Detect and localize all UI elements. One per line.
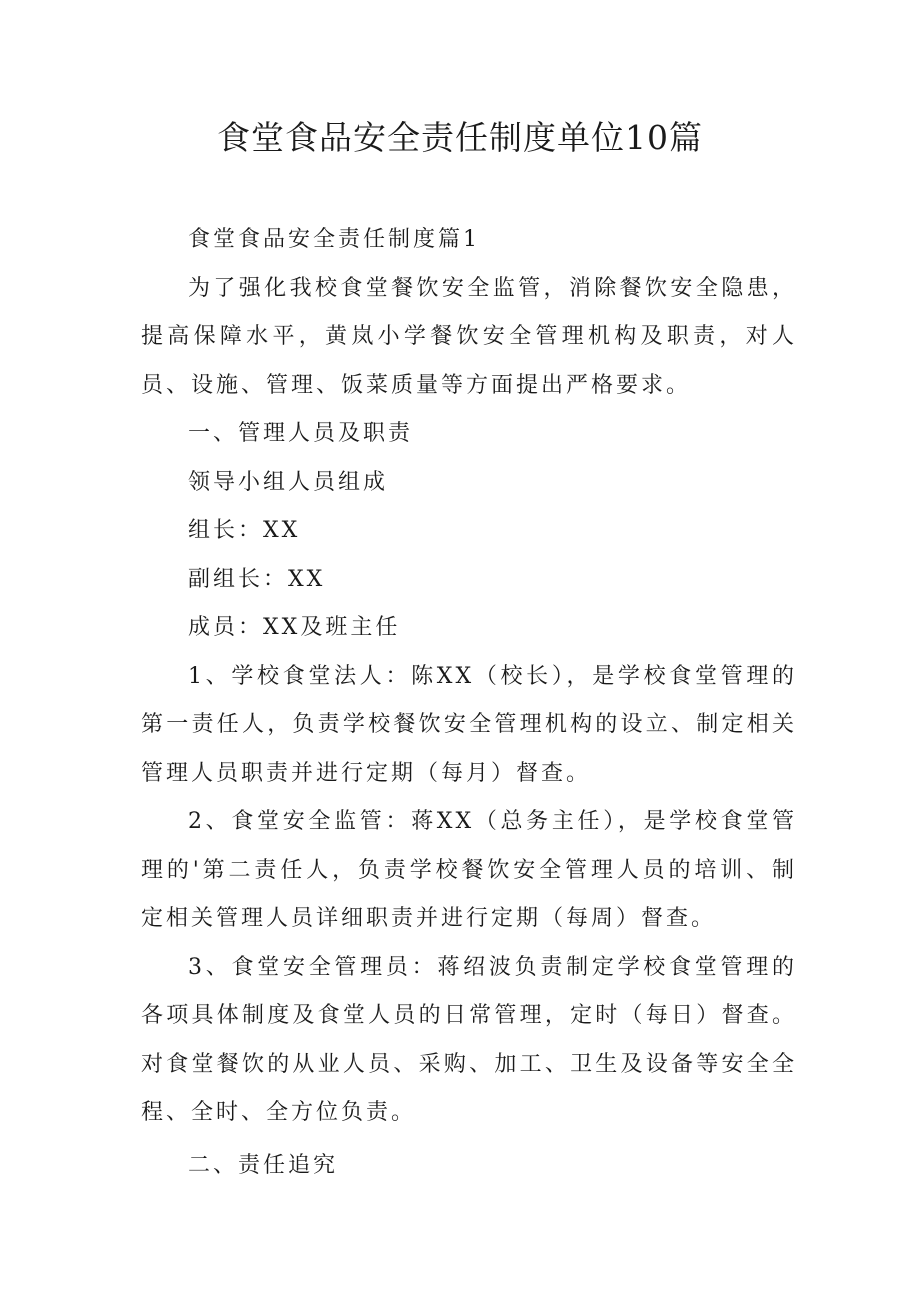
deputy-leader-line: 副组长：XX [188, 566, 326, 592]
intro-paragraph: 为了强化我校食堂餐饮安全监管，消除餐饮安全隐患，提高保障水平，黄岚小学餐饮安全管理机构及职责，对人员、设施、管理、饭菜质量等方面提出严格要求。 [141, 275, 797, 398]
group-leader-line: 组长：XX [188, 518, 301, 543]
duty-item-2: 2、食堂安全监管：蒋XX（总务主任），是学校食堂管理的'第二责任人，负责学校餐饮安全管理人员的培训、制定相关管理人员详细职责并进行定期（每周）督查。 [141, 809, 797, 931]
section-heading-accountability: 二、责任追究 [188, 1152, 339, 1178]
leadership-group-line: 领导小组人员组成 [188, 469, 389, 495]
section-heading-management: 一、管理人员及职责 [188, 421, 414, 446]
duty-item-1: 1、学校食堂法人：陈XX（校长），是学校食堂管理的第一责任人，负责学校餐饮安全管理机构的设立、制定相关管理人员职责并进行定期（每月）督查。 [141, 663, 797, 786]
document-body [141, 216, 797, 1190]
document-title: 食堂食品安全责任制度单位10篇 [217, 118, 703, 157]
members-line: 成员：XX及班主任 [188, 615, 401, 640]
duty-item-3: 3、食堂安全管理员：蒋绍波负责制定学校食堂管理的各项具体制度及食堂人员的日常管理，定时（每日）督查。对食堂餐饮的从业人员、采购、加工、卫生及设备等安全全程、全时、全方位负责。 [141, 954, 797, 1125]
section-heading-part-1: 食堂食品安全责任制度篇1 [188, 227, 480, 252]
